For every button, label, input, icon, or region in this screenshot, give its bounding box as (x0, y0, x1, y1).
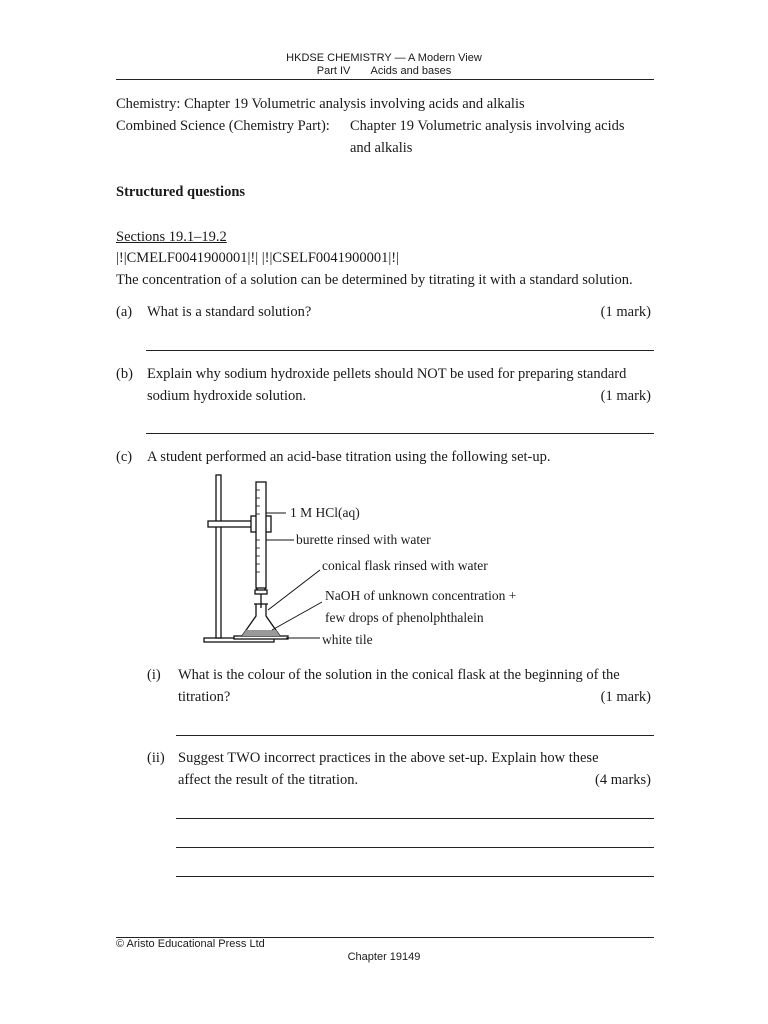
part-topic: Acids and bases (370, 65, 452, 77)
footer-page-number: Chapter 19149 (347, 951, 421, 963)
question-c-ii-label: (ii) (147, 750, 165, 766)
label-burette: burette rinsed with water (296, 532, 431, 547)
question-a-text: What is a standard solution? (147, 304, 312, 320)
part-number: Part IV (316, 65, 351, 77)
combined-science-chapter-line2: and alkalis (350, 140, 413, 156)
question-codes: |!|CMELF0041900001|!| |!|CSELF0041900001|!| (116, 250, 400, 266)
footer-copyright: © Aristo Educational Press Ltd (116, 938, 265, 950)
question-c-label: (c) (116, 449, 133, 465)
question-c-i-marks: (1 mark) (600, 689, 651, 705)
question-c-i-text-line2: titration? (178, 689, 231, 705)
question-b-label: (b) (116, 366, 133, 382)
question-c-i-text-line1: What is the colour of the solution in the conical flask at the beginning of the (178, 667, 620, 683)
question-b-marks: (1 mark) (600, 388, 651, 404)
answer-line-c-ii-2 (176, 847, 654, 848)
sections-label: Sections 19.1–19.2 (116, 229, 227, 245)
section-heading: Structured questions (116, 184, 246, 200)
intro-text: The concentration of a solution can be determined by titrating it with a standard solution. (116, 272, 633, 288)
question-c-i-label: (i) (147, 667, 161, 683)
label-conical-flask: conical flask rinsed with water (322, 558, 488, 573)
question-c-text: A student performed an acid-base titration using the following set-up. (147, 449, 551, 465)
answer-line-b (146, 433, 654, 434)
combined-science-chapter-line1: Chapter 19 Volumetric analysis involving acids (350, 118, 625, 134)
label-naoh-line1: NaOH of unknown concentration + (325, 588, 517, 603)
answer-line-a (146, 350, 654, 351)
header-rule (116, 79, 654, 80)
question-c-ii-text-line2: affect the result of the titration. (178, 772, 359, 788)
answer-line-c-i (176, 735, 654, 736)
running-header-title: HKDSE CHEMISTRY — A Modern View (286, 52, 482, 64)
question-a-marks: (1 mark) (600, 304, 651, 320)
question-c-ii-marks: (4 marks) (595, 772, 651, 788)
answer-line-c-ii-3 (176, 876, 654, 877)
label-hcl: 1 M HCl(aq) (290, 505, 360, 520)
titration-setup-diagram (200, 470, 340, 650)
question-a-label: (a) (116, 304, 133, 320)
question-b-text-line1: Explain why sodium hydroxide pellets should NOT be used for preparing standard (147, 366, 627, 382)
combined-science-label: Combined Science (Chemistry Part): (116, 118, 330, 134)
answer-line-c-ii-1 (176, 818, 654, 819)
label-white-tile: white tile (322, 632, 373, 647)
chemistry-chapter-line: Chemistry: Chapter 19 Volumetric analysis involving acids and alkalis (116, 96, 525, 112)
question-b-text-line2: sodium hydroxide solution. (147, 388, 307, 404)
question-c-ii-text-line1: Suggest TWO incorrect practices in the above set-up. Explain how these (178, 750, 599, 766)
label-naoh-line2: few drops of phenolphthalein (325, 610, 484, 625)
running-header-part (0, 65, 768, 78)
